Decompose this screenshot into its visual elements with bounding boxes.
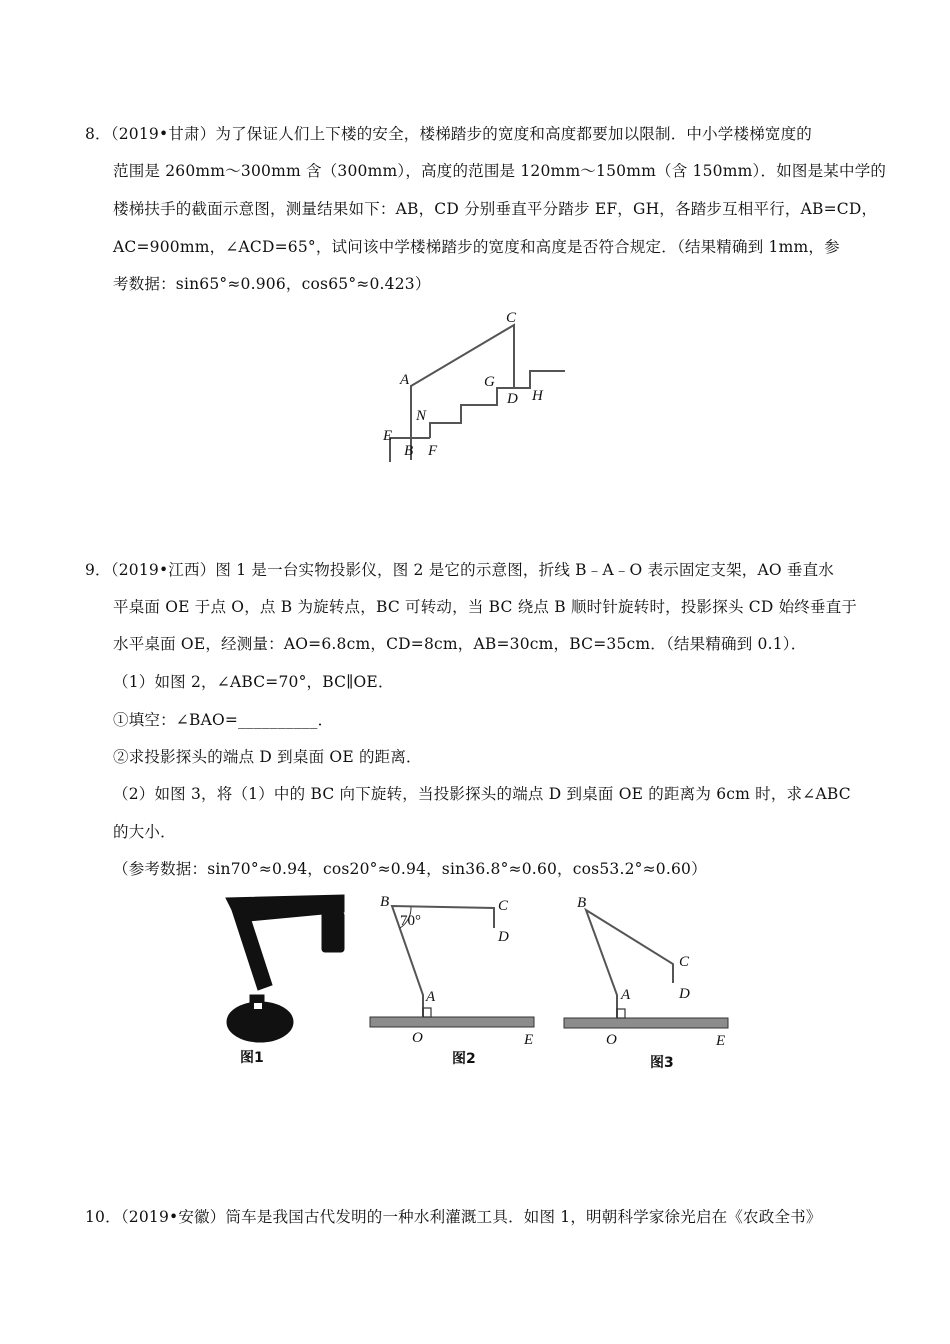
q9-fig2-label-a: A [426,989,436,1005]
q9-fig3-label-c: C [679,954,690,970]
q9-fig1-caption: 图1 [240,1050,264,1066]
q9-fig2-label-c: C [498,898,509,914]
q9-line-5: ①填空：∠BAO=__________． [113,711,334,729]
q8-line-4: AC=900mm，∠ACD=65°，试问该中学楼梯踏步的宽度和高度是否符合规定．（结果精确到 1mm，参 [113,238,840,256]
q9-fig2-label-d: D [498,929,509,945]
q9-fig1-projector-image [215,890,355,1075]
q9-line-6: ②求投影探头的端点 D 到桌面 OE 的距离． [113,748,422,766]
q8-label-d: D [507,391,518,407]
q9-fig3-label-a: A [621,987,631,1003]
q8-staircase-figure [375,300,575,465]
q8-label-b: B [404,443,414,459]
q8-label-h: H [532,388,543,404]
q9-fig2-caption: 图2 [452,1051,476,1067]
q9-line-2: 平桌面 OE 于点 O，点 B 为旋转点，BC 可转动，当 BC 绕点 B 顺时针旋转时，投影探头 CD 始终垂直于 [113,598,858,616]
q9-fig2-label-b: B [380,894,390,910]
q8-line-5: 考数据：sin65°≈0.906，cos65°≈0.423） [113,275,431,293]
q9-fig3-label-e: E [716,1033,726,1049]
q9-line-1: 9．（2019•江西）图 1 是一台实物投影仪，图 2 是它的示意图，折线 B﹣A﹣O 表示固定支架，AO 垂直水 [85,561,835,579]
q9-fig2-label-e: E [524,1032,534,1048]
q9-fig3-label-d: D [679,986,690,1002]
q9-fig3-label-b: B [577,895,587,911]
q9-line-7: （2）如图 3，将（1）中的 BC 向下旋转，当投影探头的端点 D 到桌面 OE 的距离为 6cm 时，求∠ABC [113,785,851,803]
q9-line-3: 水平桌面 OE，经测量：AO=6.8cm，CD=8cm，AB=30cm，BC=35cm．（结果精确到 0.1）． [113,635,807,653]
q8-label-a: A [400,372,410,388]
q9-line-4: （1）如图 2，∠ABC=70°，BC∥OE． [113,673,394,691]
q9-fig3-diagram [560,885,740,1075]
q9-fig3-caption: 图3 [650,1055,674,1071]
q9-fig2-label-o: O [412,1030,423,1046]
q8-label-f: F [428,443,438,459]
q8-label-e: E [383,428,393,444]
q9-fig3-label-o: O [606,1032,617,1048]
q8-label-c: C [506,310,517,326]
q8-label-g: G [484,374,495,390]
q10-line-1: 10．（2019•安徽）筒车是我国古代发明的一种水利灌溉工具．如图 1，明朝科学家徐光启在《农政全书》 [85,1208,822,1226]
q9-fig2-angle: 70° [400,913,421,929]
q8-line-3: 楼梯扶手的截面示意图，测量结果如下：AB，CD 分别垂直平分踏步 EF，GH，各踏步互相平行，AB=CD， [113,200,878,218]
q9-line-9: （参考数据：sin70°≈0.94，cos20°≈0.94，sin36.8°≈0.60，cos53.2°≈0.60） [113,860,707,878]
q8-label-n: N [416,408,427,424]
q8-line-2: 范围是 260mm～300mm 含（300mm），高度的范围是 120mm～150mm（含 150mm）．如图是某中学的 [113,162,887,180]
q8-line-1: 8．（2019•甘肃）为了保证人们上下楼的安全，楼梯踏步的宽度和高度都要加以限制．中小学楼梯宽度的 [85,125,813,143]
q9-fig2-diagram [365,885,545,1075]
q9-line-8: 的大小． [113,823,176,841]
